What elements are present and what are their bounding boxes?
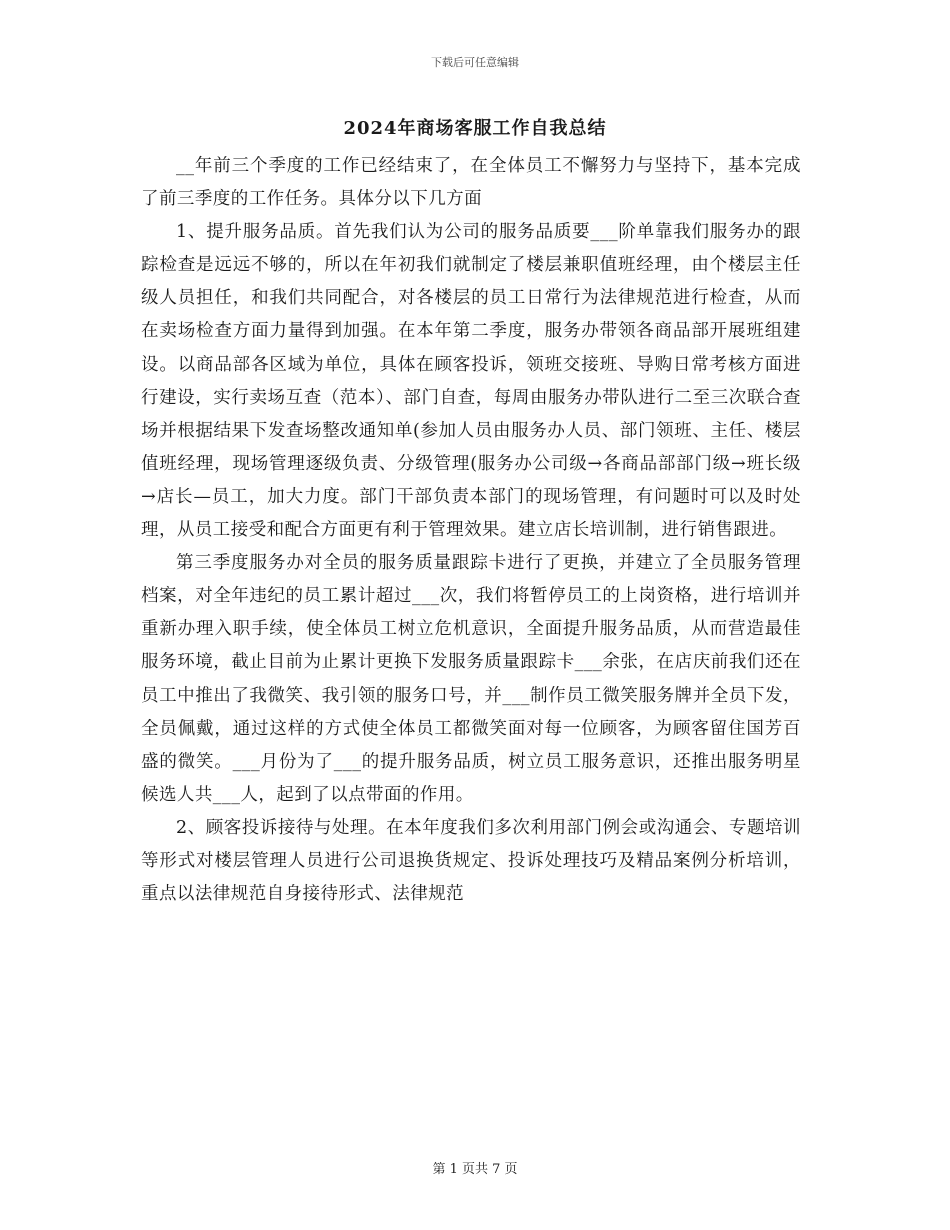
document-title: 2024年商场客服工作自我总结 bbox=[343, 118, 607, 139]
document-body bbox=[141, 150, 801, 911]
paragraph-intro: __年前三个季度的工作已经结束了，在全体员工不懈努力与坚持下，基本完成了前三季度的工作任务。具体分以下几方面 bbox=[141, 156, 801, 210]
page-number: 第 1 页共 7 页 bbox=[432, 1162, 518, 1177]
paragraph-service-quality: 1、提升服务品质。首先我们认为公司的服务品质要___阶单靠我们服务办的跟踪检查是远远不够的，所以在年初我们就制定了楼层兼职值班经理，由个楼层主任级人员担任，和我们共同配合，对各楼层的员工日常行为法律规范进行检查，从而在卖场检查方面力量得到加强。在本年第二季度，服务办带领各商品部开展班组建设。以商品部各区域为单位，具体在顾客投诉，领班交接班、导购日常考核方面进行建设，实行卖场互查（范本）、部门自查，每周由服务办带队进行二至三次联合查场并根据结果下发查场整改通知单(参加人员由服务办人员、部门领班、主任、楼层值班经理，现场管理逐级负责、分级管理(服务办公司级→各商品部部门级→班长级→店长—员工，加大力度。部门干部负责本部门的现场管理，有问题时可以及时处理，从员工接受和配合方面更有利于管理效果。建立店长培训制，进行销售跟进。 bbox=[141, 222, 801, 541]
page-header-note: 下载后可任意编辑 bbox=[431, 56, 519, 69]
paragraph-third-quarter: 第三季度服务办对全员的服务质量跟踪卡进行了更换，并建立了全员服务管理档案，对全年违纪的员工累计超过___次，我们将暂停员工的上岗资格，进行培训并重新办理入职手续，使全体员工树立危机意识，全面提升服务品质，从而营造最佳服务环境，截止目前为止累计更换下发服务质量跟踪卡___余张，在店庆前我们还在员工中推出了我微笑、我引领的服务口号，并___制作员工微笑服务牌并全员下发，全员佩戴，通过这样的方式使全体员工都微笑面对每一位顾客，为顾客留住国芳百盛的微笑。___月份为了___的提升服务品质，树立员工服务意识，还推出服务明星候选人共___人，起到了以点带面的作用。 bbox=[141, 553, 801, 805]
paragraph-complaint-handling: 2、顾客投诉接待与处理。在本年度我们多次利用部门例会或沟通会、专题培训等形式对楼层管理人员进行公司退换货规定、投诉处理技巧及精品案例分析培训，重点以法律规范自身接待形式、法律规范 bbox=[141, 817, 801, 905]
